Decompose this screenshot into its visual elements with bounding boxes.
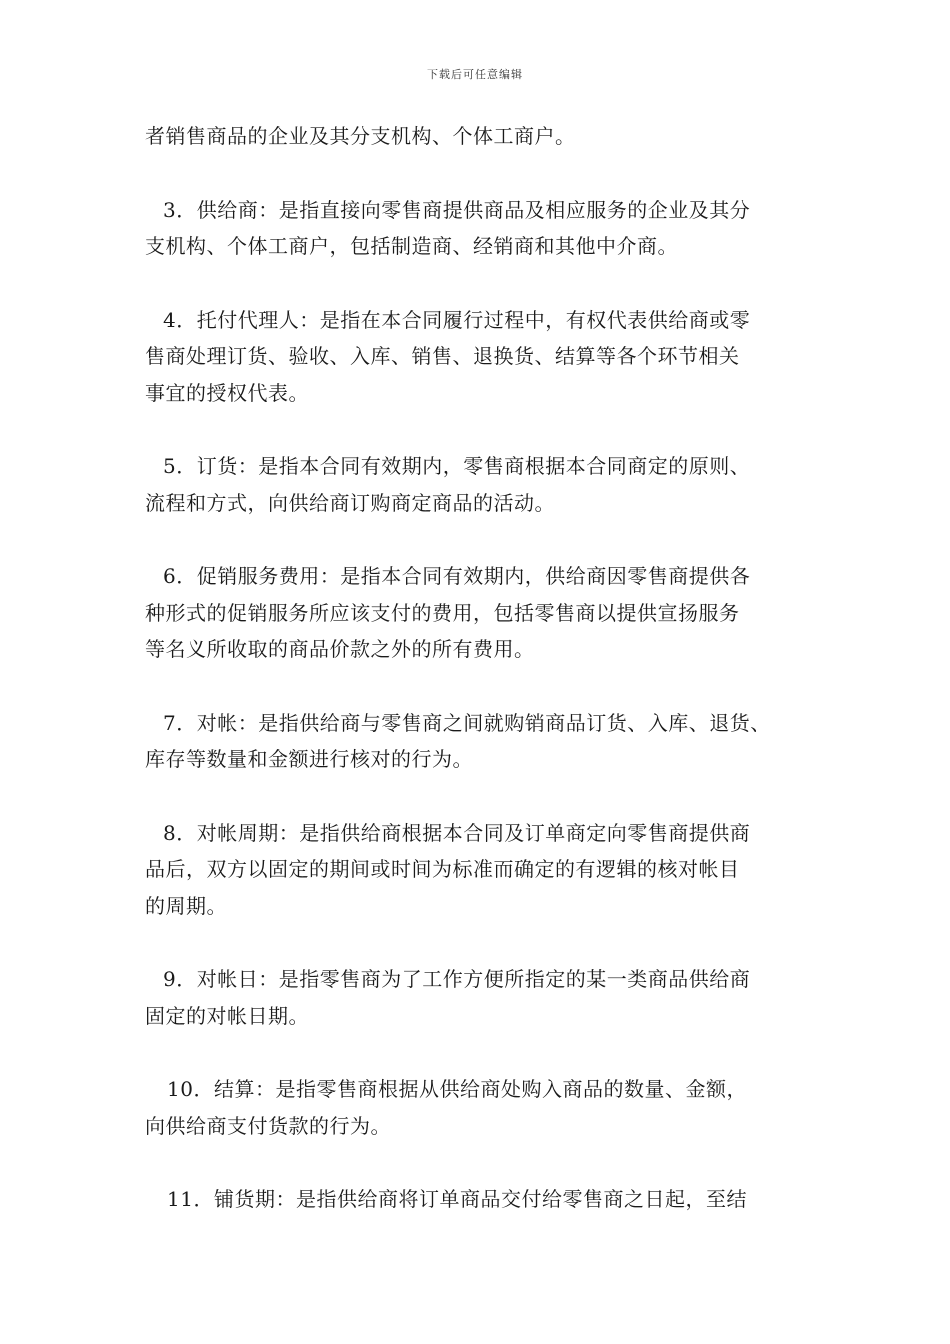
paragraph-line: 10．结算：是指零售商根据从供给商处购入商品的数量、金额， bbox=[167, 1077, 747, 1101]
document-body bbox=[145, 118, 835, 1255]
paragraph-line: 库存等数量和金额进行核对的行为。 bbox=[145, 747, 473, 771]
paragraph-line: 支机构、个体工商户，包括制造商、经销商和其他中介商。 bbox=[145, 234, 678, 258]
paragraph-line: 品后，双方以固定的期间或时间为标准而确定的有逻辑的核对帐目 bbox=[145, 857, 740, 881]
definition-ordering bbox=[145, 448, 835, 521]
paragraph-line: 的周期。 bbox=[145, 893, 227, 918]
definition-supplier bbox=[145, 192, 835, 265]
definition-reconciliation-period bbox=[145, 815, 835, 925]
paragraph-line: 6．促销服务费用：是指本合同有效期内，供给商因零售商提供各 bbox=[163, 564, 751, 588]
definition-agent bbox=[145, 302, 835, 412]
paragraph-line: 者销售商品的企业及其分支机构、个体工商户。 bbox=[145, 124, 576, 148]
paragraph-line: 11．铺货期：是指供给商将订单商品交付给零售商之日起，至结 bbox=[167, 1187, 747, 1211]
paragraph-line: 8．对帐周期：是指供给商根据本合同及订单商定向零售商提供商 bbox=[163, 820, 751, 845]
paragraph-line: 4．托付代理人：是指在本合同履行过程中，有权代表供给商或零 bbox=[163, 307, 751, 332]
paragraph-line: 9．对帐日：是指零售商为了工作方便所指定的某一类商品供给商 bbox=[163, 967, 751, 991]
page-header: 下载后可任意编辑 bbox=[427, 68, 523, 81]
paragraph-line: 种形式的促销服务所应该支付的费用，包括零售商以提供宣扬服务 bbox=[145, 600, 740, 625]
paragraph-continuation bbox=[145, 118, 835, 155]
paragraph-line: 售商处理订货、验收、入库、销售、退换货、结算等各个环节相关 bbox=[145, 344, 740, 368]
paragraph-line: 5．订货：是指本合同有效期内，零售商根据本合同商定的原则、 bbox=[163, 454, 751, 478]
paragraph-line: 流程和方式，向供给商订购商定商品的活动。 bbox=[145, 490, 555, 515]
paragraph-line: 向供给商支付货款的行为。 bbox=[145, 1113, 391, 1138]
paragraph-line: 固定的对帐日期。 bbox=[145, 1003, 309, 1028]
definition-settlement bbox=[145, 1071, 835, 1144]
paragraph-line: 等名义所收取的商品价款之外的所有费用。 bbox=[145, 637, 535, 661]
definition-promotion-fee bbox=[145, 558, 835, 668]
paragraph-line: 3．供给商：是指直接向零售商提供商品及相应服务的企业及其分 bbox=[163, 197, 751, 222]
paragraph-line: 7．对帐：是指供给商与零售商之间就购销商品订货、入库、退货、 bbox=[163, 710, 771, 735]
definition-distribution-period bbox=[145, 1181, 835, 1218]
definition-reconciliation-day bbox=[145, 961, 835, 1034]
definition-reconciliation bbox=[145, 705, 835, 778]
paragraph-line: 事宜的授权代表。 bbox=[145, 380, 309, 405]
